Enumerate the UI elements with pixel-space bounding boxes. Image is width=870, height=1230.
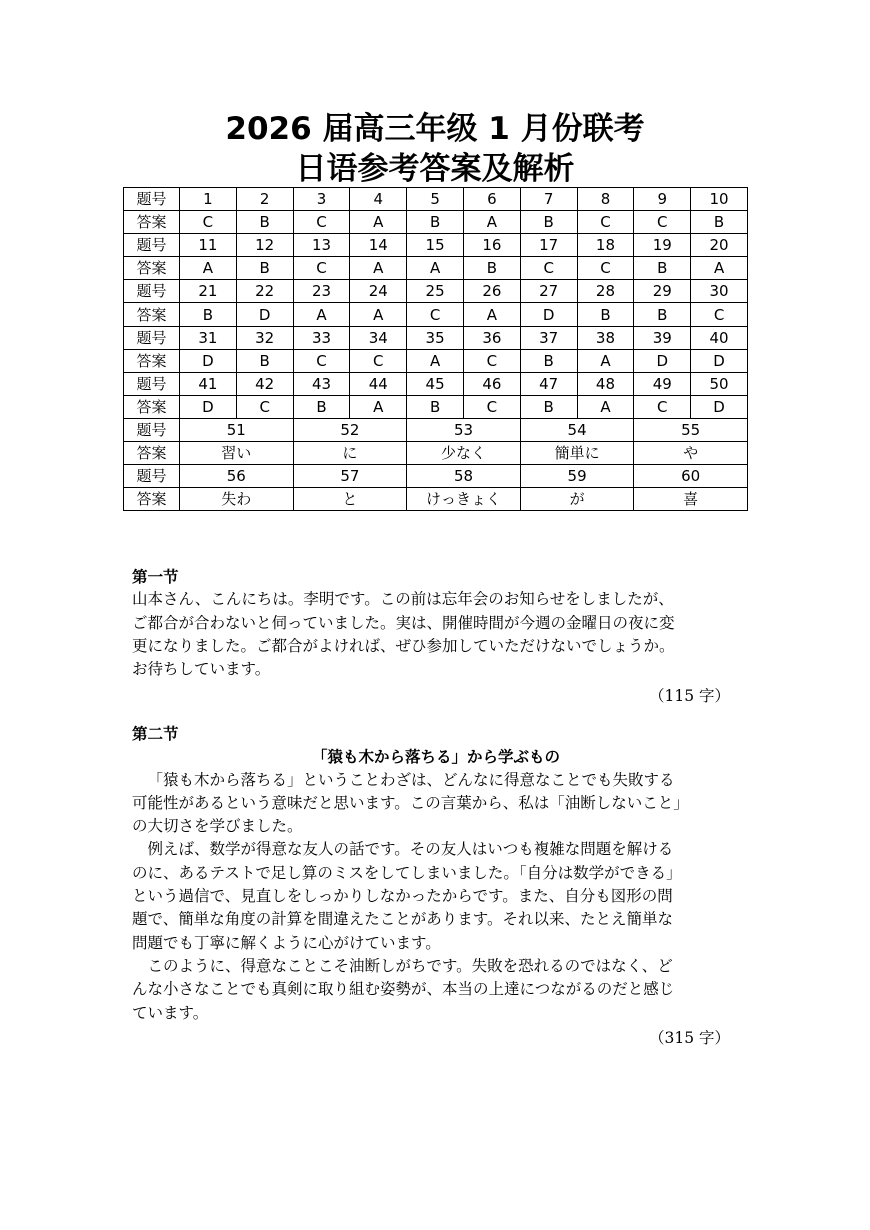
question-number-cell: 38 xyxy=(577,326,634,349)
question-number-cell: 28 xyxy=(577,280,634,303)
question-number-cell: 56 xyxy=(180,465,294,488)
answer-cell: B xyxy=(293,395,350,418)
essay-line: このように、得意なことこそ油断しがちです。失敗を恐れるのではなく、ど xyxy=(147,956,673,975)
question-number-cell: 58 xyxy=(407,465,521,488)
answer-cell: A xyxy=(463,303,520,326)
answer-cell: D xyxy=(236,303,293,326)
question-number-cell: 33 xyxy=(293,326,350,349)
ans-label: 答案 xyxy=(124,257,180,280)
ans-label: 答案 xyxy=(124,488,180,511)
question-number-cell: 24 xyxy=(350,280,407,303)
question-number-cell: 23 xyxy=(293,280,350,303)
answer-cell: C xyxy=(293,211,350,234)
answer-cell: C xyxy=(463,349,520,372)
answer-cell: 少なく xyxy=(407,442,521,465)
question-number-cell: 19 xyxy=(634,234,691,257)
answer-table xyxy=(123,187,748,511)
answer-cell: B xyxy=(180,303,237,326)
essay-line: ています。 xyxy=(132,1003,209,1022)
answer-cell: B xyxy=(463,257,520,280)
question-number-cell: 14 xyxy=(350,234,407,257)
question-number-cell: 51 xyxy=(180,418,294,441)
answer-cell: 簡単に xyxy=(520,442,634,465)
question-number-cell: 20 xyxy=(691,234,748,257)
question-number-cell: 27 xyxy=(520,280,577,303)
answer-cell: 喜 xyxy=(634,488,748,511)
answer-cell: や xyxy=(634,442,748,465)
essay-line: のに、あるテストで足し算のミスをしてしまいました。「自分は数学ができる」 xyxy=(132,863,682,882)
answer-cell: B xyxy=(407,395,464,418)
answer-cell: C xyxy=(350,349,407,372)
page-title: 2026 届高三年级 1 月份联考 xyxy=(225,111,645,147)
answer-cell: と xyxy=(293,488,407,511)
answer-cell: C xyxy=(463,395,520,418)
essay-line: んな小さなことでも真剣に取り組む姿勢が、本当の上達につながるのだと感じ xyxy=(132,980,675,999)
answer-cell: B xyxy=(407,211,464,234)
question-number-cell: 5 xyxy=(407,188,464,211)
question-number-cell: 39 xyxy=(634,326,691,349)
question-number-cell: 45 xyxy=(407,372,464,395)
question-number-cell: 46 xyxy=(463,372,520,395)
answer-cell: D xyxy=(634,349,691,372)
question-number-row xyxy=(124,188,748,211)
answer-cell: C xyxy=(293,349,350,372)
num-label: 题号 xyxy=(124,418,180,441)
essay-line: 可能性があるという意味だと思います。この言葉から、私は「油断しないこと」 xyxy=(132,793,689,812)
num-label: 题号 xyxy=(124,280,180,303)
question-number-cell: 52 xyxy=(293,418,407,441)
question-number-cell: 4 xyxy=(350,188,407,211)
ans-label: 答案 xyxy=(124,211,180,234)
section-1-line: 更になりました。ご都合がよければ、ぜひ参加していただけないでしょうか。 xyxy=(132,636,675,655)
answer-cell: A xyxy=(407,257,464,280)
question-number-cell: 2 xyxy=(236,188,293,211)
question-number-cell: 59 xyxy=(520,465,634,488)
essay-line: 例えば、数学が得意な友人の話です。その友人はいつも複雑な問題を解ける xyxy=(147,840,674,859)
answer-cell: C xyxy=(520,257,577,280)
question-number-cell: 30 xyxy=(691,280,748,303)
answer-cell: D xyxy=(520,303,577,326)
answer-cell: A xyxy=(577,395,634,418)
answer-cell: A xyxy=(180,257,237,280)
num-label: 题号 xyxy=(124,188,180,211)
essay-line: の大切さを学びました。 xyxy=(132,817,303,836)
question-number-cell: 55 xyxy=(634,418,748,441)
question-number-cell: 37 xyxy=(520,326,577,349)
num-label: 题号 xyxy=(124,234,180,257)
question-number-row xyxy=(124,326,748,349)
essay-line: 問題でも丁寧に解くように心がけています。 xyxy=(132,933,441,952)
question-number-cell: 6 xyxy=(463,188,520,211)
answer-cell: C xyxy=(634,395,691,418)
answer-row xyxy=(124,442,748,465)
section-1-line: ご都合が合わないと伺っていました。実は、開催時間が今週の金曜日の夜に変 xyxy=(132,613,675,632)
answer-row xyxy=(124,488,748,511)
question-number-cell: 53 xyxy=(407,418,521,441)
answer-cell: A xyxy=(350,211,407,234)
question-number-cell: 57 xyxy=(293,465,407,488)
question-number-cell: 31 xyxy=(180,326,237,349)
essay-line: 題で、簡単な角度の計算を間違えたことがあります。それ以来、たとえ簡単な xyxy=(132,910,673,929)
section-2-label: 第二节 xyxy=(132,724,179,743)
answer-cell: A xyxy=(691,257,748,280)
answer-cell: けっきょく xyxy=(407,488,521,511)
section-1 xyxy=(132,565,740,709)
question-number-cell: 35 xyxy=(407,326,464,349)
answer-cell: D xyxy=(691,349,748,372)
section-1-line: お待ちしています。 xyxy=(132,660,271,679)
question-number-cell: 8 xyxy=(577,188,634,211)
question-number-cell: 40 xyxy=(691,326,748,349)
question-number-cell: 3 xyxy=(293,188,350,211)
question-number-row xyxy=(124,465,748,488)
ans-label: 答案 xyxy=(124,349,180,372)
question-number-cell: 34 xyxy=(350,326,407,349)
num-label: 题号 xyxy=(124,465,180,488)
answer-row xyxy=(124,211,748,234)
question-number-cell: 12 xyxy=(236,234,293,257)
answer-cell: B xyxy=(577,303,634,326)
answer-cell: B xyxy=(634,303,691,326)
question-number-cell: 50 xyxy=(691,372,748,395)
answer-row xyxy=(124,257,748,280)
section-2 xyxy=(132,722,740,1050)
question-number-cell: 44 xyxy=(350,372,407,395)
section-2-char-count: （315 字） xyxy=(648,1028,730,1047)
question-number-cell: 42 xyxy=(236,372,293,395)
answer-cell: B xyxy=(520,211,577,234)
answer-cell: B xyxy=(691,211,748,234)
answer-cell: B xyxy=(520,395,577,418)
answer-cell: C xyxy=(293,257,350,280)
answer-cell: C xyxy=(691,303,748,326)
question-number-cell: 13 xyxy=(293,234,350,257)
answer-cell: A xyxy=(463,211,520,234)
question-number-cell: 43 xyxy=(293,372,350,395)
question-number-cell: 10 xyxy=(691,188,748,211)
essay-line: という過信で、見直しをしっかりしなかったからです。また、自分も図形の問 xyxy=(132,887,673,906)
answer-cell: D xyxy=(691,395,748,418)
answer-cell: B xyxy=(634,257,691,280)
question-number-cell: 11 xyxy=(180,234,237,257)
question-number-cell: 60 xyxy=(634,465,748,488)
num-label: 题号 xyxy=(124,326,180,349)
ans-label: 答案 xyxy=(124,303,180,326)
answer-cell: A xyxy=(350,257,407,280)
answer-cell: B xyxy=(236,211,293,234)
answer-cell: C xyxy=(577,211,634,234)
answer-row xyxy=(124,303,748,326)
question-number-cell: 41 xyxy=(180,372,237,395)
ans-label: 答案 xyxy=(124,442,180,465)
question-number-cell: 25 xyxy=(407,280,464,303)
answer-cell: に xyxy=(293,442,407,465)
answer-cell: 習い xyxy=(180,442,294,465)
question-number-cell: 9 xyxy=(634,188,691,211)
question-number-cell: 21 xyxy=(180,280,237,303)
answer-cell: C xyxy=(634,211,691,234)
ans-label: 答案 xyxy=(124,395,180,418)
question-number-cell: 47 xyxy=(520,372,577,395)
question-number-cell: 1 xyxy=(180,188,237,211)
answer-cell: C xyxy=(180,211,237,234)
question-number-row xyxy=(124,234,748,257)
question-number-cell: 15 xyxy=(407,234,464,257)
answer-cell: A xyxy=(350,395,407,418)
answer-cell: A xyxy=(350,303,407,326)
question-number-row xyxy=(124,372,748,395)
answer-row xyxy=(124,349,748,372)
question-number-row xyxy=(124,418,748,441)
section-1-line: 山本さん、こんにちは。李明です。この前は忘年会のお知らせをしましたが、 xyxy=(132,590,674,609)
answer-cell: B xyxy=(520,349,577,372)
question-number-cell: 7 xyxy=(520,188,577,211)
answer-cell: C xyxy=(407,303,464,326)
essay-heading: 「猿も木から落ちる」から学ぶもの xyxy=(311,747,560,767)
answer-cell: A xyxy=(293,303,350,326)
essay-line: 「猿も木から落ちる」ということわざは、どんなに得意なことでも失敗する xyxy=(147,770,675,789)
question-number-cell: 29 xyxy=(634,280,691,303)
section-1-label: 第一节 xyxy=(132,567,179,586)
num-label: 题号 xyxy=(124,372,180,395)
answer-cell: A xyxy=(407,349,464,372)
question-number-cell: 48 xyxy=(577,372,634,395)
question-number-row xyxy=(124,280,748,303)
question-number-cell: 22 xyxy=(236,280,293,303)
answer-cell: B xyxy=(236,349,293,372)
question-number-cell: 36 xyxy=(463,326,520,349)
question-number-cell: 49 xyxy=(634,372,691,395)
page-subtitle: 日语参考答案及解析 xyxy=(295,151,575,187)
question-number-cell: 17 xyxy=(520,234,577,257)
question-number-cell: 32 xyxy=(236,326,293,349)
answer-cell: B xyxy=(236,257,293,280)
question-number-cell: 26 xyxy=(463,280,520,303)
answer-cell: A xyxy=(577,349,634,372)
answer-cell: が xyxy=(520,488,634,511)
answer-cell: D xyxy=(180,395,237,418)
question-number-cell: 18 xyxy=(577,234,634,257)
answer-cell: C xyxy=(577,257,634,280)
question-number-cell: 16 xyxy=(463,234,520,257)
answer-cell: 失わ xyxy=(180,488,294,511)
section-1-char-count: （115 字） xyxy=(648,687,730,706)
answer-row xyxy=(124,395,748,418)
question-number-cell: 54 xyxy=(520,418,634,441)
answer-cell: D xyxy=(180,349,237,372)
answer-cell: C xyxy=(236,395,293,418)
